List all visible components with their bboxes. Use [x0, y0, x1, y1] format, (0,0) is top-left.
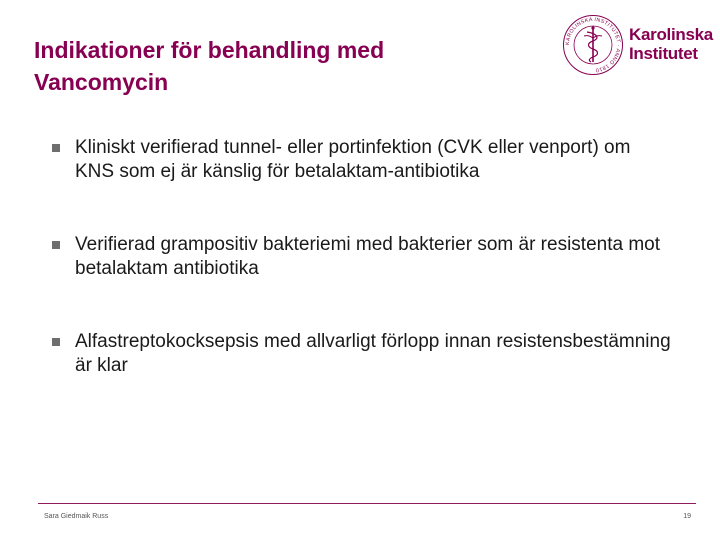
- bullet-text: Alfastreptokocksepsis med allvarligt förlopp innan resistensbestämning är klar: [75, 331, 671, 376]
- bullet-list: [52, 136, 672, 378]
- slide-title: [34, 34, 534, 98]
- bullet-text: Verifierad grampositiv bakteriemi med bakterier som är resistenta mot betalaktam antibiotika: [75, 234, 661, 279]
- karolinska-seal-icon: [562, 14, 624, 76]
- karolinska-logo: [562, 14, 713, 76]
- square-bullet-icon: [52, 338, 60, 346]
- title-line-2: Vancomycin: [34, 69, 169, 95]
- footer-author: Sara Giedmaik Russ: [44, 513, 109, 520]
- bullet-text: Kliniskt verifierad tunnel- eller portinfektion (CVK eller venport) om KNS som ej är känslig för betalaktam-antibiotika: [75, 137, 631, 182]
- bullet-item: [52, 233, 672, 281]
- square-bullet-icon: [52, 144, 60, 152]
- logo-wordmark: [629, 25, 713, 63]
- footer-divider: [38, 503, 696, 504]
- logo-line-1: Karolinska: [629, 25, 713, 44]
- square-bullet-icon: [52, 241, 60, 249]
- bullet-item: [52, 136, 672, 184]
- title-line-1: Indikationer för behandling med: [34, 37, 385, 63]
- seal-text: KAROLINSKA INSTITUTET · ANNO 1810: [564, 16, 622, 73]
- logo-line-2: Institutet: [629, 44, 698, 63]
- bullet-item: [52, 330, 672, 378]
- page-number: 19: [683, 513, 691, 520]
